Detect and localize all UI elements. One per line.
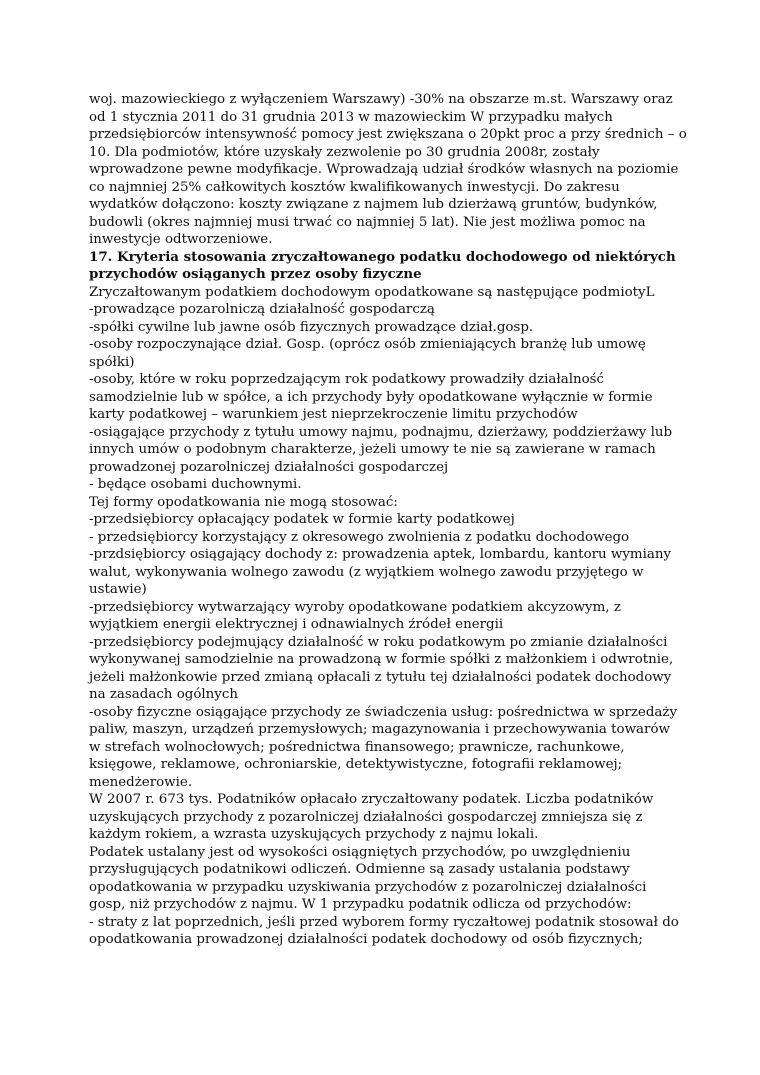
- text-line: opodatkowania prowadzonej działalności podatek dochodowy od osób fizycznych;: [89, 932, 643, 947]
- text-line: prowadzonej pozarolniczej działalności gospodarczej: [89, 459, 449, 475]
- text-line: każdym rokiem, a wzrasta uzyskujących przychody z najmu lokali.: [89, 827, 539, 842]
- text-line: wprowadzone pewne modyfikacje. Wprowadzają udział środków własnych na poziomie: [89, 162, 679, 177]
- text-line: budowli (okres najmniej musi trwać co najmniej 5 lat). Nie jest możliwa pomoc na: [89, 214, 646, 230]
- text-line: w strefach wolnocłowych; pośrednictwa finansowego; prawnicze, rachunkowe,: [89, 739, 625, 755]
- text-line: spółki): [89, 354, 135, 370]
- text-line: wydatków dołączono: koszty związane z najmem lub dzierżawą gruntów, budynków,: [89, 197, 658, 212]
- text-line: -przdsiębiorcy osiągający dochody z: prowadzenia aptek, lombardu, kantoru wymiany: [89, 547, 672, 562]
- text-line: Zryczałtowanym podatkiem dochodowym opodatkowane są następujące podmiotyL: [89, 284, 655, 300]
- text-line: księgowe, reklamowe, ochroniarskie, detektywistyczne, fotografii reklamowej;: [89, 757, 623, 772]
- text-line: co najmniej 25% całkowitych kosztów kwalifikowanych inwestycji. Do zakresu: [89, 179, 620, 195]
- section-heading-line: przychodów osiąganych przez osoby fizyczne: [89, 266, 422, 282]
- text-line: -przedsiębiorcy podejmujący działalność w roku podatkowym po zmianie działalności: [89, 634, 668, 650]
- text-line: paliw, maszyn, urządzeń przemysłowych; magazynowania i przechowywania towarów: [89, 722, 670, 737]
- text-line: - straty z lat poprzednich, jeśli przed wyborem formy ryczałtowej podatnik stosował do: [89, 914, 679, 930]
- text-line: na zasadach ogólnych: [89, 687, 238, 702]
- text-line: menedżerowie.: [89, 774, 193, 790]
- section-body: [89, 284, 689, 949]
- text-line: -spółki cywilne lub jawne osób fizycznych prowadzące dział.gosp.: [89, 319, 534, 335]
- text-line: W 2007 r. 673 tys. Podatników opłacało zryczałtowany podatek. Liczba podatników: [89, 792, 654, 807]
- text-line: -przedsiębiorcy wytwarzający wyroby opodatkowane podatkiem akcyzowym, z: [89, 599, 621, 615]
- text-line: przysługujących podatnikowi odliczeń. Odmienne są zasady ustalania podstawy: [89, 862, 630, 877]
- text-line: przedsiębiorców intensywność pomocy jest zwiększana o 20pkt proc a przy średnich – o: [89, 127, 687, 142]
- text-line: -osiągające przychody z tytułu umowy najmu, podnajmu, dzierżawy, poddzierżawy lub: [89, 424, 673, 440]
- text-line: wyjątkiem energii elektrycznej i odnawialnych źródeł energii: [89, 617, 504, 632]
- text-line: karty podatkowej – warunkiem jest nieprzekroczenie limitu przychodów: [89, 407, 578, 422]
- text-line: - będące osobami duchownymi.: [89, 477, 302, 492]
- document-page: [89, 91, 689, 949]
- section-heading-line: 17. Kryteria stosowania zryczałtowanego podatku dochodowego od niektórych: [89, 248, 676, 265]
- text-line: - przedsiębiorcy korzystający z okresowego zwolnienia z podatku dochodowego: [89, 529, 630, 545]
- text-line: -prowadzące pozarolniczą działalność gospodarczą: [89, 302, 435, 317]
- text-line: -osoby, które w roku poprzedzającym rok podatkowy prowadziły działalność: [89, 372, 605, 387]
- text-line: od 1 stycznia 2011 do 31 grudnia 2013 w mazowieckim W przypadku małych: [89, 109, 613, 125]
- text-line: samodzielnie lub w spółce, a ich przychody były opodatkowane wyłącznie w formie: [89, 389, 653, 405]
- text-line: innych umów o podobnym charakterze, jeżeli umowy te nie są zawierane w ramach: [89, 442, 656, 457]
- text-line: 10. Dla podmiotów, które uzyskały zezwolenie po 30 grudnia 2008r, zostały: [89, 144, 600, 160]
- text-line: Podatek ustalany jest od wysokości osiągniętych przychodów, po uwzględnieniu: [89, 844, 631, 860]
- text-line: woj. mazowieckiego z wyłączeniem Warszawy) -30% na obszarze m.st. Warszawy oraz: [89, 92, 673, 107]
- intro-paragraph: [89, 91, 689, 249]
- text-line: uzyskujących przychody z pozarolniczej działalności gospodarczej zmniejsza się z: [89, 809, 643, 825]
- text-line: inwestycje odtworzeniowe.: [89, 232, 273, 247]
- text-line: Tej formy opodatkowania nie mogą stosować:: [89, 494, 398, 510]
- text-line: -osoby fizyczne osiągające przychody ze świadczenia usług: pośrednictwa w sprzedaży: [89, 704, 678, 720]
- text-line: -przedsiębiorcy opłacający podatek w formie karty podatkowej: [89, 512, 515, 527]
- section-heading: [89, 249, 689, 284]
- text-line: opodatkowania w przypadku uzyskiwania przychodów z pozarolniczej działalności: [89, 879, 647, 895]
- text-line: ustawie): [89, 582, 147, 597]
- text-line: gosp, niż przychodów z najmu. W 1 przypadku podatnik odlicza od przychodów:: [89, 897, 632, 912]
- text-line: jeżeli małżonkowie przed zmianą opłacali z tytułu tej działalności podatek dochodowy: [89, 669, 672, 685]
- text-line: walut, wykonywania wolnego zawodu (z wyjątkiem wolnego zawodu przyjętego w: [89, 564, 644, 580]
- text-line: -osoby rozpoczynające dział. Gosp. (oprócz osób zmieniających branżę lub umowę: [89, 337, 646, 352]
- text-line: wykonywanej samodzielnie na prowadzoną w formie spółki z małżonkiem i odwrotnie,: [89, 652, 674, 667]
